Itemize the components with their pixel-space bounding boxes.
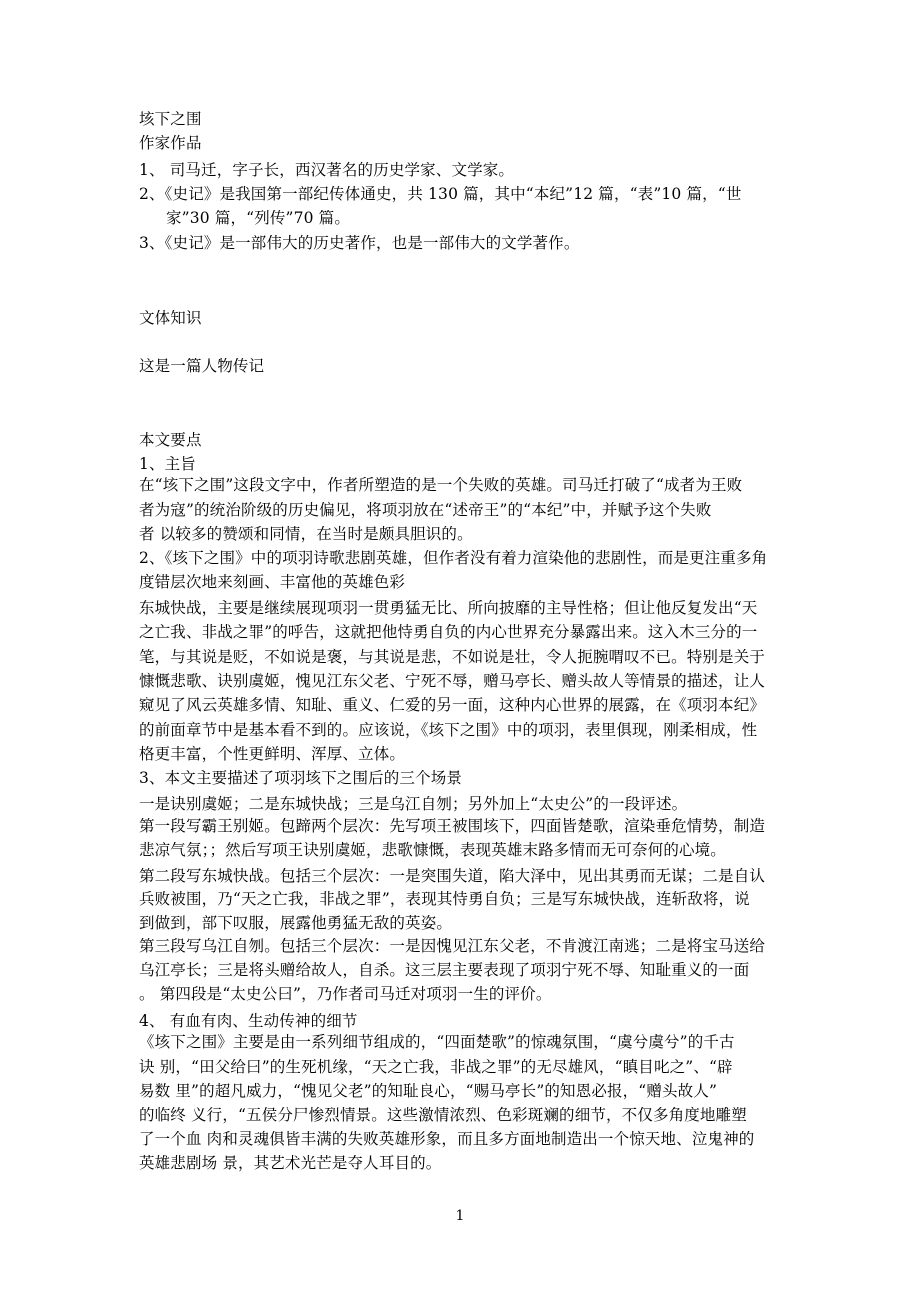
text-line: 英雄悲剧场 景，其艺术光芒是夺人耳目的。: [139, 1154, 442, 1172]
text-line: 度错层次地来刻画、丰富他的英雄色彩: [139, 573, 406, 591]
text-line: 乌江亭长；三是将头赠给故人，自杀。这三层主要表现了项羽宁死不辱、知耻重义的一面: [139, 961, 750, 979]
text-line: 第三段写乌江自刎。包括三个层次：一是因愧见江东父老，不肯渡江南逃；二是将宝马送给: [139, 937, 766, 955]
text-line: 之亡我、非战之罪”的呼告，这就把他恃勇自负的内心世界充分暴露出来。这入木三分的一: [139, 623, 758, 641]
author-heading: 作家作品: [139, 134, 202, 152]
text-line: 1、主旨: [139, 455, 196, 473]
text-line: 东城快战，主要是继续展现项羽一贯勇猛无比、所向披靡的主导性格；但让他反复发出“天: [139, 599, 758, 617]
text-line: 窥见了风云英雄多情、知耻、重义、仁爱的另一面，这种内心世界的展露，在《项羽本纪》: [139, 696, 766, 714]
text-line: 格更丰富，个性更鲜明、浑厚、立体。: [139, 745, 406, 763]
author-item-continuation: 家”30 篇，“列传”70 篇。: [166, 209, 350, 227]
text-line: 2、《垓下之围》中的项羽诗歌悲剧英雄，但作者没有着力渲染他的悲剧性，而是更注重多角: [139, 549, 768, 567]
text-line: 笔，与其说是贬，不如说是褒，与其说是悲，不如说是壮，令人扼腕喟叹不已。特别是关于: [139, 648, 766, 666]
text-line: 兵败被围，乃“天之亡我，非战之罪”，表现其恃勇自负；三是写东城快战，连斩敌将，说: [139, 890, 750, 908]
text-line: 《垓下之围》主要是由一系列细节组成的，“四面楚歌”的惊魂氛围，“虞兮虞兮”的千古: [139, 1033, 735, 1051]
author-item: 2、《史记》是我国第一部纪传体通史，共 130 篇，其中“本纪”12 篇，“表”10 篇，“世: [139, 185, 742, 203]
text-line: 慷慨悲歌、诀别虞姬，愧见江东父老、宁死不辱，赠马亭长、赠头故人等情景的描述，让人: [139, 672, 766, 690]
text-line: 第一段写霸王别姬。包蹄两个层次：先写项王被围垓下，四面皆楚歌，渲染垂危情势，制造: [139, 817, 766, 835]
points-heading: 本文要点: [139, 431, 202, 449]
text-line: 了一个血 肉和灵魂俱皆丰满的失败英雄形象，而且多方面地制造出一个惊天地、泣鬼神的: [139, 1130, 755, 1148]
text-line: 在“垓下之围”这段文字中，作者所塑造的是一个失败的英雄。司马迁打破了“成者为王败: [139, 476, 743, 494]
genre-text: 这是一篇人物传记: [139, 357, 265, 375]
text-line: 悲凉气氛；；然后写项王诀别虞姬，悲歌慷慨，表现英雄末路多情而无可奈何的心境。: [139, 841, 726, 859]
text-line: 的前面章节中是基本看不到的。应该说，《垓下之围》中的项羽，表里俱现，刚柔相成，性: [139, 721, 758, 739]
genre-heading: 文体知识: [139, 309, 202, 327]
page-number: 1: [455, 1208, 465, 1224]
text-line: 一是诀别虞姬；二是东城快战；三是乌江自刎；另外加上“太史公”的一段评述。: [139, 795, 688, 813]
author-item: 3、《史记》是一部伟大的历史著作，也是一部伟大的文学著作。: [139, 234, 580, 252]
text-line: 到做到，部下叹服，展露他勇猛无敌的英姿。: [139, 914, 453, 932]
text-line: 者 以较多的赞颂和同情，在当时是颇具胆识的。: [139, 525, 473, 543]
text-line: 3、本文主要描述了项羽垓下之围后的三个场景: [139, 769, 463, 787]
text-line: 易数 里”的超凡威力，“愧见父老”的知耻良心，“赐马亭长”的知恩必报，“赠头故人”: [139, 1082, 718, 1100]
text-line: 者为寇”的统治阶级的历史偏见，将项羽放在“述帝王”的“本纪”中，并赋予这个失败: [139, 501, 712, 519]
author-item: 1、 司马迁，字子长，西汉著名的历史学家、文学家。: [139, 161, 515, 179]
document-title: 垓下之围: [139, 110, 202, 128]
text-line: 第二段写东城快战。包括三个层次：一是突围失道，陷大泽中，见出其勇而无谋；二是自认: [139, 867, 766, 885]
text-line: 。 第四段是“太史公曰”，乃作者司马迁对项羽一生的评价。: [139, 985, 552, 1003]
text-line: 4、 有血有肉、生动传神的细节: [139, 1012, 358, 1030]
text-line: 诀 别，“田父给曰”的生死机缘，“天之亡我，非战之罪”的无尽雄风，“瞋目叱之”、“辟: [139, 1058, 733, 1076]
text-line: 的临终 义行，“五侯分尸惨烈情景。这些激情浓烈、色彩斑斓的细节，不仅多角度地雕塑: [139, 1106, 747, 1124]
